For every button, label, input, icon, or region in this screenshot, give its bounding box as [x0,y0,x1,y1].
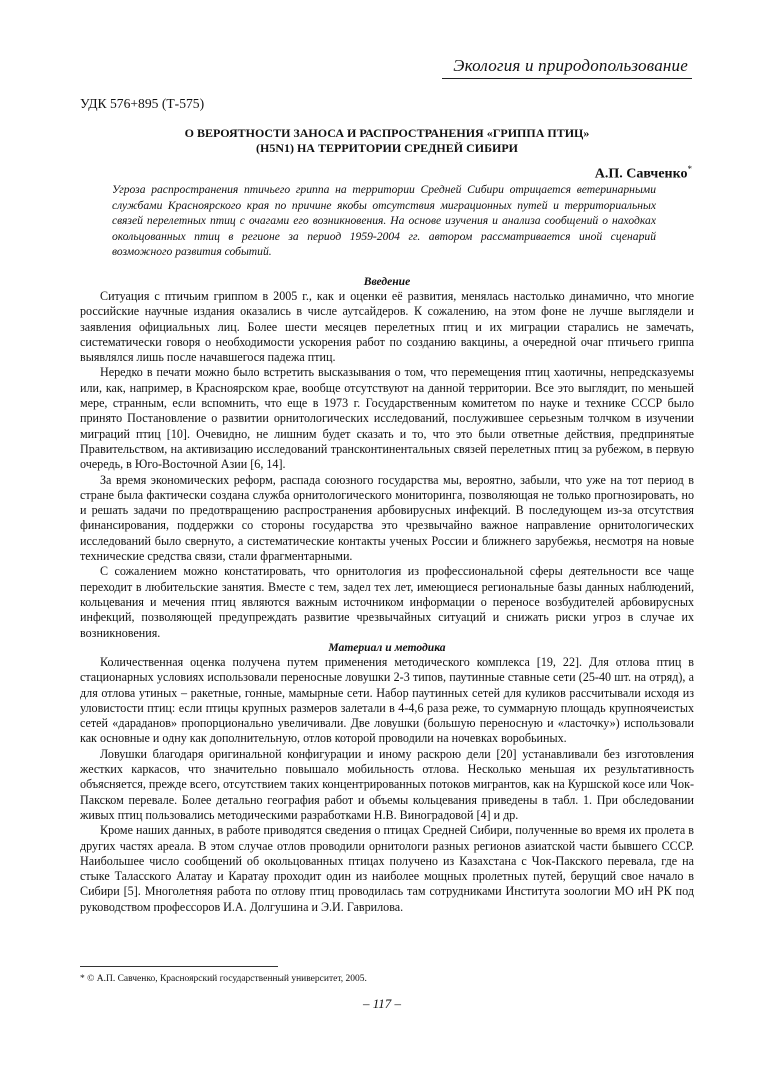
methods-section [80,640,694,915]
page-number: – 117 – [362,996,402,1011]
paragraph: Нередко в печати можно было встретить высказывания о том, что перемещения птиц хаотичны, непредсказуемы или, как, например, в Красноярском крае, вообще отсутствуют на данной территории. Все это выглядит, по меньшей мере, странным, если вспомнить, что еще в 1973 г. Государственным комитетом по науке и технике СССР было принято Постановление о развитии орнитологических исследований, послужившее серьезным толчком в изучении миграций птиц [10]. Очевидно, не лишним будет сказать и то, что это были ответные действия, предпринятые Правительством, на активизацию исследований трансконтинентальных связей перелетных птиц за рубежом, в первую очередь, в Юго-Восточной Азии [6, 14]. [80,365,694,472]
footnote: * © А.П. Савченко, Красноярский государственный университет, 2005. [80,974,367,984]
udk-code: УДК 576+895 (Т-575) [80,96,205,111]
abstract: Угроза распространения птичьего гриппа на территории Средней Сибири отрицается ветеринарными службами Красноярского края по причине якобы отсутствия миграционных путей и территориальных связей перелетных птиц с очагами его возникновения. На основе изучения и анализа сообщений о находках окольцованных птиц в регионе за период 1959-2004 гг. автором рассматривается иной сценарий возможного развития событий. [112,183,656,258]
author [595,164,692,183]
paragraph: Кроме наших данных, в работе приводятся сведения о птицах Средней Сибири, полученные во время их пролета в других частях ареала. В этом случае отлов проводили орнитологи разных регионов азиатской части бывшего СССР. Наибольшее число сообщений об окольцованных птицах получено из Казахстана с Чок-Пакского перевала, где на стыке Таласского Алатау и Каратау проходит один из наиболее мощных пролетных путей, берущий свое начало в Сибири [5]. Многолетняя работа по отлову птиц проводилась там сотрудниками Института зоологии МО иН РК под руководством профессоров И.А. Долгушина и Э.И. Гаврилова. [80,823,694,914]
title-line-2: (H5N1) НА ТЕРРИТОРИИ СРЕДНЕЙ СИБИРИ [255,141,519,155]
title-line-1: О ВЕРОЯТНОСТИ ЗАНОСА И РАСПРОСТРАНЕНИЯ «ГРИППА ПТИЦ» [184,126,590,140]
paragraph: Количественная оценка получена путем применения методического комплекса [19, 22]. Для отлова птиц в стационарных условиях использовали переносные ловушки 2-3 типов, паутинные ставные сети (25-40 шт. на отряд), а для отлова утиных – ракетные, гонные, мамырные сети. Набор паутинных сетей для куликов рассчитывали исходя из уловистости птиц: если птицы крупных размеров залетали в 4-4,6 раза реже, то суммарную площадь крупноячеистых сетей «дараданов» пропорционально увеличивали. Две ловушки (большую переносную и «ласточку») использовали как основные и одну как дополнительную, отлов которой проводили на ночевках воробьиных. [80,655,694,746]
author-footnote-mark: * [687,164,692,174]
paragraph: Ловушки благодаря оригинальной конфигурации и иному раскрою дели [20] устанавливали без изготовления жестких каркасов, что значительно повышало мобильность отлова. Несколько меньшая их результативность объясняется, прежде всего, отсутствием таких концентрированных потоков мигрантов, как на Куршской косе или Чок-Пакском перевале. Более детально география работ и объемы кольцевания приведены в табл. 1. При обследовании живых птиц пользовались методическими разработками Н.В. Виноградовой [4] и др. [80,746,694,822]
paragraph: За время экономических реформ, распада союзного государства мы, вероятно, забыли, что уже на тот период в стране была фактически создана служба орнитологического мониторинга, позволяющая не только прогнозировать, но и решать задачи по предотвращению распространения арбовирусных инфекций. В последующем из-за отсутствия финансирования, поддержки со стороны государства это чрезвычайно важное направление орнитологических исследований было свернуто, а систематические контакты ученых России и ближнего зарубежья, несмотря на новые технические средства связи, стали фрагментарными. [80,472,694,564]
header-rule [442,78,692,79]
section-title-introduction: Введение [363,275,411,288]
paragraph: Ситуация с птичьим гриппом в 2005 г., как и оценки её развития, менялась настолько динамично, что многие российские научные издания оказались в числе аутсайдеров. К сожалению, на этом фоне не лучше выглядели и заявления официальных лиц. Более шести месяцев перелетных птиц и их миграции старались не замечать, систематически говоря о необходимости ускорения работ по созданию вакцины, а очередной очаг птичьего гриппа выявлялся лишь после начавшегося падежа птиц. [80,289,694,365]
section-title-methods: Материал и методика [328,641,446,654]
footnote-rule [80,966,278,967]
paragraph: С сожалением можно констатировать, что орнитология из профессиональной сферы деятельности все чаще переходит в любительские занятия. Вместе с тем, задел тех лет, имеющиеся региональные базы данных наблюдений, кольцевания и мечения птиц являются важным источником информации о переносе возбудителей арбовирусных инфекций, позволяющей предупреждать развитие чрезвычайных ситуаций и снижать риски угроз в случае их возникновения. [80,564,694,640]
article-title [80,126,694,156]
introduction-section [80,274,694,641]
author-name: А.П. Савченко [594,166,688,182]
journal-section-title: Экология и природопользование [453,56,688,75]
